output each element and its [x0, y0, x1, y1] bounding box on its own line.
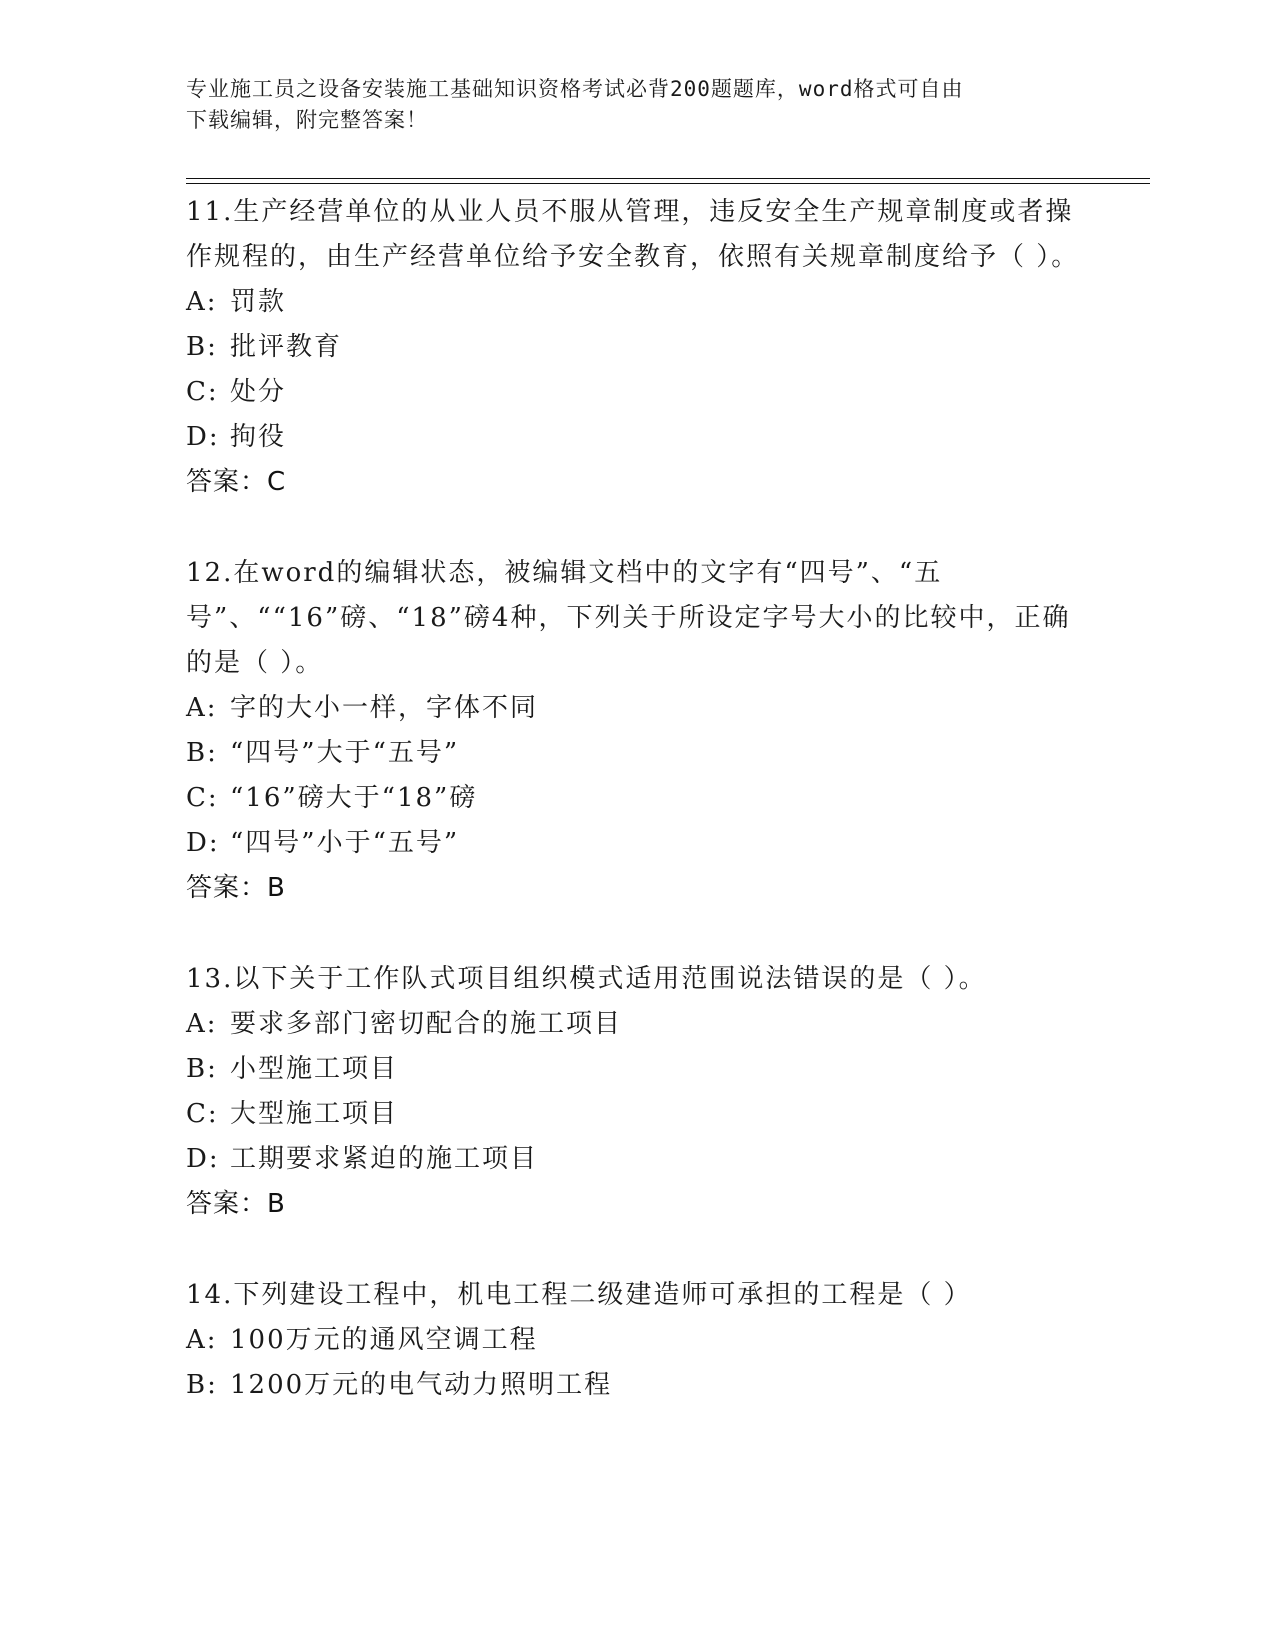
option-text: 要求多部门密切配合的施工项目: [230, 1009, 623, 1039]
header-divider-bottom: [186, 183, 1150, 184]
option-b: [186, 1047, 1086, 1092]
option-text: “16”磅大于“18”磅: [230, 783, 478, 813]
option-d: [186, 1137, 1086, 1182]
question-text: 14.下列建设工程中，机电工程二级建造师可承担的工程是（ ）: [186, 1280, 972, 1310]
question-text: 13.以下关于工作队式项目组织模式适用范围说法错误的是（ ）。: [186, 964, 987, 994]
option-label: C:: [186, 1099, 219, 1129]
option-b: [186, 1363, 1086, 1408]
option-text: 罚款: [230, 287, 287, 317]
option-label: C:: [186, 377, 219, 407]
option-a: [186, 1002, 1086, 1047]
spacer: [186, 505, 1086, 547]
option-a: [186, 686, 1086, 731]
option-text: 拘役: [230, 422, 287, 452]
option-label: A:: [186, 1009, 218, 1039]
option-b: [186, 731, 1086, 776]
option-label: B:: [186, 332, 218, 362]
option-text: 小型施工项目: [230, 1054, 399, 1084]
question-11: [186, 186, 1086, 505]
option-label: B:: [186, 1054, 218, 1084]
answer: 答案：B: [186, 1189, 286, 1219]
question-list: [186, 186, 1086, 1408]
spacer: [186, 1227, 1086, 1269]
option-a: [186, 1318, 1086, 1363]
question-text: 11.生产经营单位的从业人员不服从管理，违反安全生产规章制度或者操作规程的，由生产经营单位给予安全教育，依照有关规章制度给予（ ）。: [186, 197, 1080, 272]
option-label: D:: [186, 422, 220, 452]
option-text: “四号”大于“五号”: [230, 738, 460, 768]
option-text: 字的大小一样，字体不同: [230, 693, 539, 723]
option-text: 1200万元的电气动力照明工程: [230, 1370, 613, 1400]
header-title-line-1: 专业施工员之设备安装施工基础知识资格考试必背200题题库，word格式可自由: [186, 77, 964, 101]
answer: 答案：C: [186, 467, 287, 497]
spacer: [186, 911, 1086, 953]
answer: 答案：B: [186, 873, 286, 903]
option-label: B:: [186, 1370, 218, 1400]
option-d: [186, 415, 1086, 460]
question-text: 12.在word的编辑状态，被编辑文档中的文字有“四号”、“五号”、““16”磅、“18”磅4种，下列关于所设定字号大小的比较中，正确的是（ ）。: [186, 558, 1071, 678]
option-label: C:: [186, 783, 219, 813]
header-divider-top: [186, 178, 1150, 179]
option-d: [186, 821, 1086, 866]
option-text: 工期要求紧迫的施工项目: [230, 1144, 539, 1174]
header-title-line-2: 下载编辑，附完整答案！: [186, 108, 428, 132]
option-b: [186, 325, 1086, 370]
option-label: B:: [186, 738, 218, 768]
question-14: [186, 1269, 1086, 1408]
option-text: 100万元的通风空调工程: [230, 1325, 538, 1355]
option-label: A:: [186, 1325, 218, 1355]
option-text: “四号”小于“五号”: [230, 828, 460, 858]
question-12: [186, 547, 1086, 911]
option-label: A:: [186, 287, 218, 317]
option-label: D:: [186, 828, 220, 858]
option-a: [186, 280, 1086, 325]
option-label: A:: [186, 693, 218, 723]
question-13: [186, 953, 1086, 1227]
option-label: D:: [186, 1144, 220, 1174]
option-text: 批评教育: [230, 332, 343, 362]
option-text: 处分: [230, 377, 287, 407]
option-c: [186, 776, 1086, 821]
option-c: [186, 370, 1086, 415]
option-text: 大型施工项目: [230, 1099, 399, 1129]
option-c: [186, 1092, 1086, 1137]
document-header: [186, 74, 1086, 136]
